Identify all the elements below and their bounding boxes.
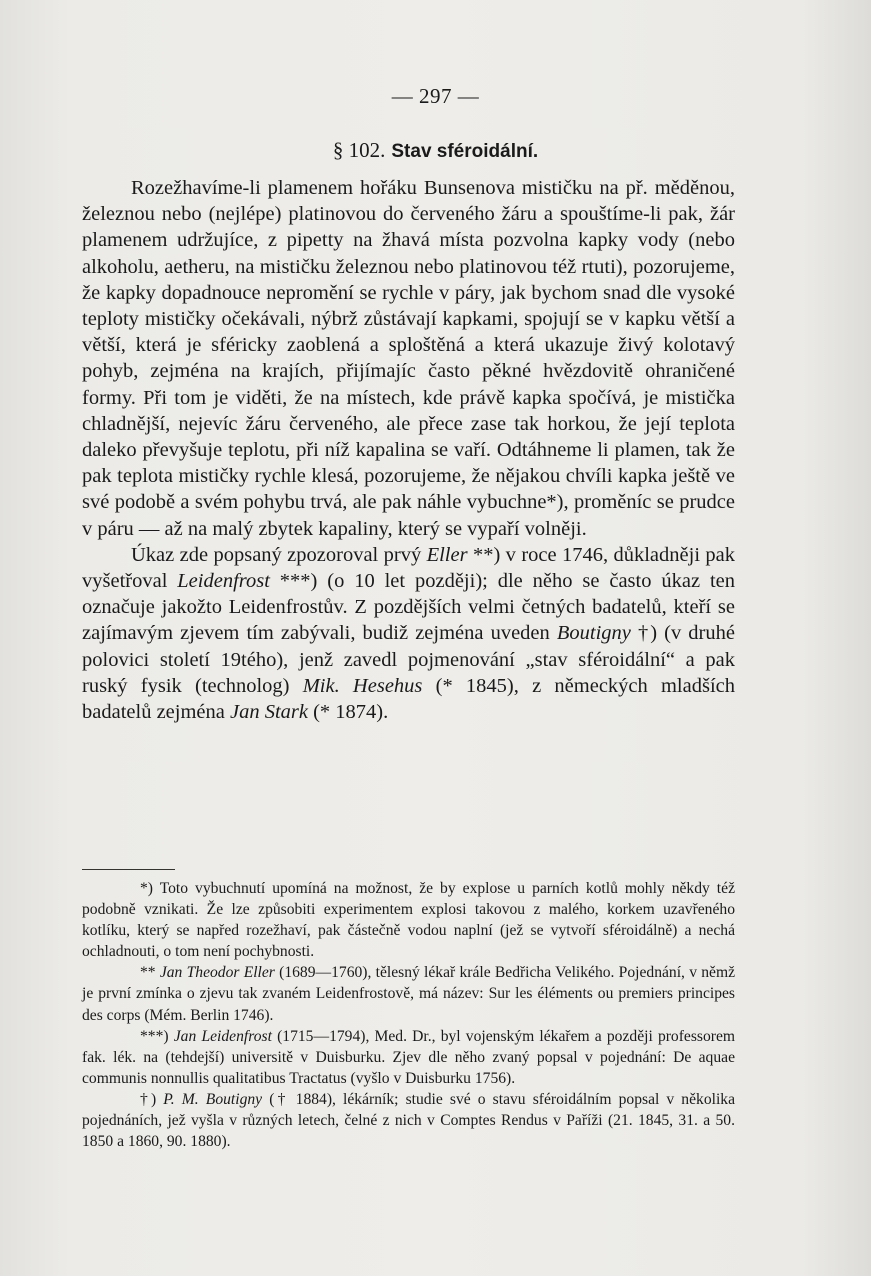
- footnote-divider: [82, 869, 175, 870]
- text-run: †) (v druhé polovici století 19tého), jenž zavedl pojmenování „stav sféroidální“ a pak ruský fysik (technolog): [82, 622, 735, 697]
- text-run: Rozežhavíme-li plamenem hořáku Bunsenova mističku na př. měděnou, železnou nebo (nejlépe) platinovou do červeného žáru a spouštíme-li pak, žár plamenem udržujíce, z pipetty na žhavá místa pozvolna kapky vody (nebo alkoholu, aetheru, na mističku železnou nebo platinovou též rtuti), pozorujeme, že kapky dopadnouce nepromění se rychle v páry, jak bychom snad dle vysoké teploty mističky očekávali, nýbrž zůstávají kapkami, spojují se v kapku větší a větší, která je sféricky zaoblená a sploštěná a která ukazuje živý kolotavý pohyb, zejména na krajích, přijímajíc často pěkné hvězdovitě ohraničené formy. Při tom je viděti, že na místech, kde právě kapka spočívá, je mistička chladnější, nejevíc žáru červeného, ale přece zase tak horkou, že její teplota daleko převyšuje teplotu, při níž kapalina se vaří. Odtáhneme li plamen, tak že pak teplota mističky rychle klesá, pozorujeme, že nějakou chvíli kapka ještě ve své podobě a svém pohybu trvá, ale pak náhle vybuchne*), proměníc se prudce v páru — až na malý zbytek kapaliny, který se vypaří volněji.: [82, 177, 735, 540]
- footnotes: [82, 878, 735, 1152]
- text-run: († 1884), lékárník; studie své o stavu sféroidálním popsal v několika pojednáních, jež vyšla v různých letech, čelné z nich v Comptes Rendus v Paříži (21. 1845, 31. a 50. 1850 a 1860, 90. 1880).: [82, 1090, 736, 1151]
- text-run: (1689—1760), tělesný lékař krále Bedřicha Velikého. Pojednání, v němž je první zmínka o zjevu tak zvaném Leidenfrostově, má název: Sur les éléments ou premiers principes des corps (Mém. Berlin 1746).: [82, 964, 736, 1024]
- italic-name: Boutigny: [556, 622, 631, 645]
- body-text: [82, 175, 735, 725]
- italic-name: Jan Leidenfrost: [173, 1027, 272, 1045]
- text-run: **: [140, 964, 160, 982]
- italic-name: Leidenfrost: [177, 570, 270, 593]
- text-run: ***): [140, 1027, 174, 1045]
- footnote: [82, 1026, 735, 1089]
- italic-name: Mik. Hesehus: [302, 674, 423, 697]
- section-number: § 102.: [332, 138, 386, 162]
- italic-name: Jan Stark: [229, 701, 308, 724]
- text-run: Úkaz zde popsaný zpozoroval prvý: [131, 543, 427, 566]
- italic-name: P. M. Boutigny: [163, 1090, 263, 1108]
- page-number: — 297 —: [391, 84, 480, 108]
- section-title: Stav sféroidální.: [391, 141, 539, 162]
- italic-name: Jan Theodor Eller: [159, 964, 275, 982]
- text-run: **) v roce 1746, důkladněji pak vyšetřoval: [82, 543, 735, 593]
- text-run: *) Toto vybuchnutí upomíná na možnost, že by explose u parních kotlů mohly někdy též podobně vznikati. Že lze způsobiti experimentem explosi takovou z malého, korkem uzavřeného kotlíku, který se napřed rozežhaví, pak částečně vodou naplní (jež se vytvoří sféroidálně) a nechá ochladnouti, o tom není pochybnosti.: [82, 880, 735, 961]
- text-run: (* 1874).: [307, 701, 389, 724]
- text-run: †): [140, 1090, 164, 1108]
- footnote: [82, 962, 735, 1025]
- section-heading: [0, 138, 871, 163]
- paragraph: [82, 175, 735, 542]
- text-run: ***) (o 10 let později); dle něho se často úkaz ten označuje jakožto Leidenfrostův. Z pozdějších velmi četných badatelů, kteří se zajímavým zjevem tím zabývali, budiž zejména uveden: [82, 570, 735, 645]
- text-run: (1715—1794), Med. Dr., byl vojenským lékařem a později professorem fak. lék. na (tehdejší) universitě v Duisburku. Zjev dle něho zvaný popsal v pojednání: De aquae communis nonnullis qualitatibus Tractatus (vyšlo v Duisburku 1756).: [82, 1027, 736, 1087]
- text-run: (* 1845), z německých mladších badatelů zejména: [82, 674, 735, 724]
- italic-name: Eller: [426, 543, 468, 566]
- footnote: [82, 1089, 735, 1152]
- footnote: [82, 878, 735, 962]
- paragraph: [82, 542, 735, 725]
